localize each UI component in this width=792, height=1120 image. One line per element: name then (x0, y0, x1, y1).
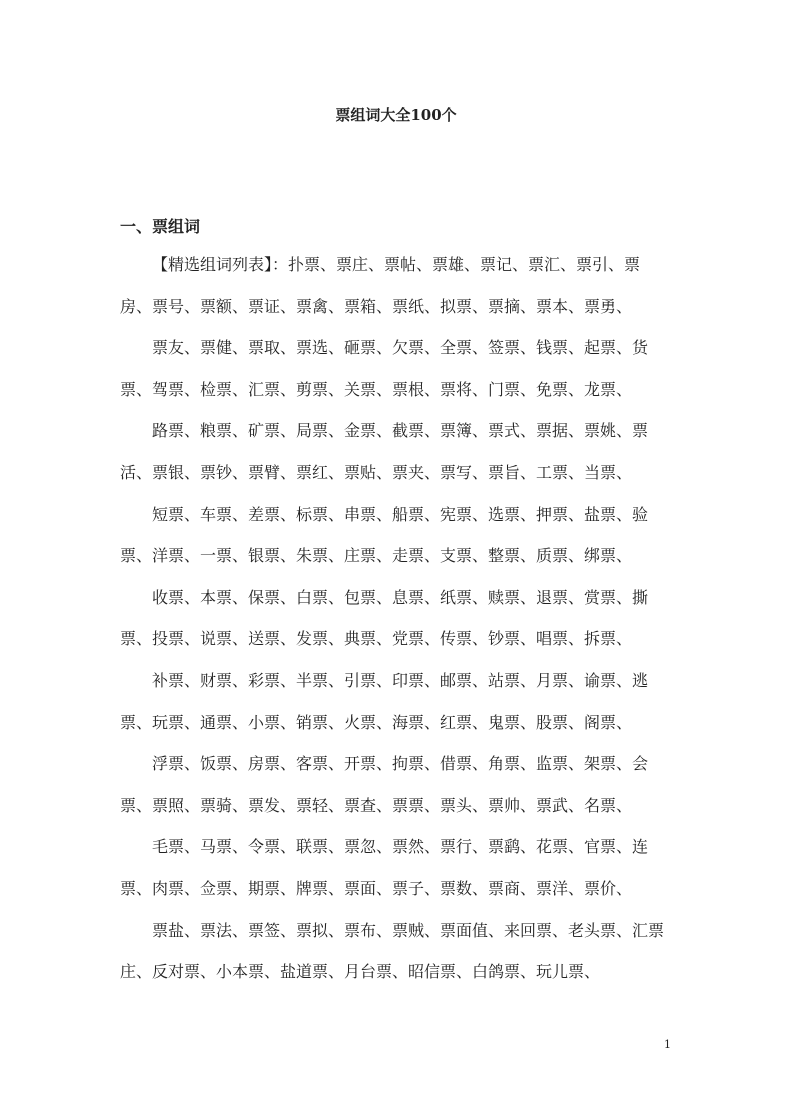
text-line: 票友、票健、票取、票选、砸票、欠票、全票、签票、钱票、起票、货 (152, 338, 649, 358)
text-line: 短票、车票、差票、标票、串票、船票、宪票、选票、押票、盐票、验 (152, 504, 649, 524)
text-line: 票、投票、说票、送票、发票、典票、党票、传票、钞票、唱票、拆票、 (120, 629, 633, 649)
text-line: 毛票、马票、令票、联票、票忽、票然、票行、票鹞、花票、官票、连 (152, 837, 649, 857)
document-title: 票组词大全100个 (335, 106, 457, 124)
text-line: 房、票号、票额、票证、票禽、票箱、票纸、拟票、票摘、票本、票勇、 (120, 296, 633, 316)
word-list-body (120, 249, 665, 998)
text-line: 庄、反对票、小本票、盐道票、月台票、昭信票、白鸽票、玩儿票、 (120, 962, 601, 982)
section-heading: 一、票组词 (120, 217, 201, 236)
text-line: 路票、粮票、矿票、局票、金票、截票、票簿、票式、票据、票姚、票 (152, 421, 649, 441)
text-line: 票、洋票、一票、银票、朱票、庄票、走票、支票、整票、质票、绑票、 (120, 546, 633, 566)
text-line: 票、驾票、检票、汇票、剪票、关票、票根、票将、门票、免票、龙票、 (120, 379, 633, 399)
text-line: 浮票、饭票、房票、客票、开票、拘票、借票、角票、监票、架票、会 (152, 754, 649, 774)
text-line: 收票、本票、保票、白票、包票、息票、纸票、赎票、退票、赏票、撕 (152, 587, 649, 607)
page-number: 1 (664, 1038, 671, 1051)
text-line: 票、玩票、通票、小票、销票、火票、海票、红票、鬼票、股票、阁票、 (120, 712, 633, 732)
text-line: 票盐、票法、票签、票拟、票布、票贼、票面值、来回票、老头票、汇票 (152, 920, 665, 940)
text-line: 补票、财票、彩票、半票、引票、印票、邮票、站票、月票、谕票、逃 (152, 670, 649, 690)
text-line: 票、肉票、佥票、期票、牌票、票面、票子、票数、票商、票洋、票价、 (120, 878, 633, 898)
text-line: 票、票照、票骑、票发、票轻、票查、票票、票头、票帅、票武、名票、 (120, 795, 633, 815)
text-line: 【精选组词列表】：扑票、票庄、票帖、票雄、票记、票汇、票引、票 (152, 255, 641, 274)
text-line: 活、票银、票钞、票臂、票红、票贴、票夹、票写、票旨、工票、当票、 (120, 462, 633, 482)
